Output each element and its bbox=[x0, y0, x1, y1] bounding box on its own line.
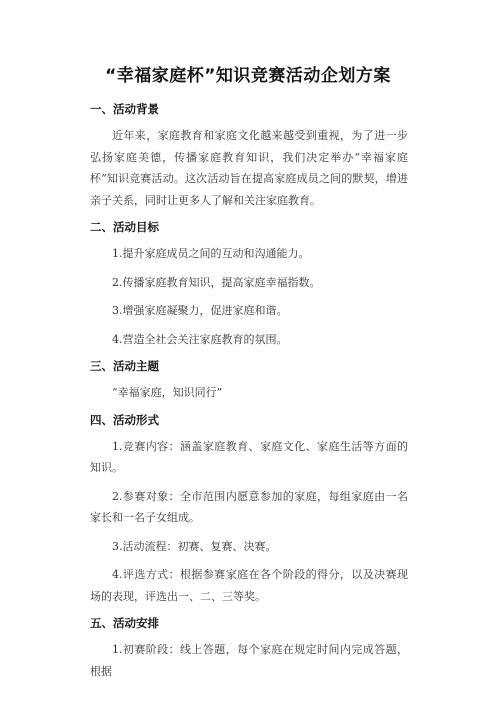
background-paragraph: 近年来，家庭教育和家庭文化越来越受到重视，为了进一步弘扬家庭美德，传播家庭教育知识，我们决定举办“幸福家庭杯”知识竞赛活动。这次活动旨在提高家庭成员之间的默契，增进亲子关系，同时让更多人了解和关注家庭教育。 bbox=[90, 129, 408, 207]
format-item: 2.参赛对象：全市范围内愿意参加的家庭，每组家庭由一名家长和一名子女组成。 bbox=[90, 489, 408, 524]
section-heading-format: 四、活动形式 bbox=[90, 412, 159, 427]
format-item: 1.竞赛内容：涵盖家庭教育、家庭文化、家庭生活等方面的知识。 bbox=[90, 439, 408, 474]
section-heading-goals: 二、活动目标 bbox=[90, 220, 159, 234]
section-heading-schedule: 五、活动安排 bbox=[90, 616, 159, 630]
document-body bbox=[90, 100, 408, 689]
theme-text: “幸福家庭，知识同行” bbox=[112, 386, 223, 399]
goal-item: 4.营造全社会关注家庭教育的氛围。 bbox=[112, 332, 288, 346]
section-heading-background: 一、活动背景 bbox=[90, 102, 159, 116]
document-title: “幸福家庭杯”知识竞赛活动企划方案 bbox=[105, 66, 391, 86]
goal-item: 3.增强家庭凝聚力，促进家庭和谐。 bbox=[112, 304, 288, 317]
format-item: 3.活动流程：初赛、复赛、决赛。 bbox=[112, 539, 277, 553]
format-item: 4.评选方式：根据参赛家庭在各个阶段的得分，以及决赛现场的表现，评选出一、二、三等奖。 bbox=[90, 568, 408, 603]
section-heading-theme: 三、活动主题 bbox=[90, 359, 159, 373]
schedule-item: 1.初赛阶段：线上答题，每个家庭在规定时间内完成答题，根据 bbox=[90, 643, 408, 678]
goal-item: 1.提升家庭成员之间的互动和沟通能力。 bbox=[112, 247, 310, 260]
goal-item: 2.传播家庭教育知识，提高家庭幸福指数。 bbox=[112, 275, 321, 289]
